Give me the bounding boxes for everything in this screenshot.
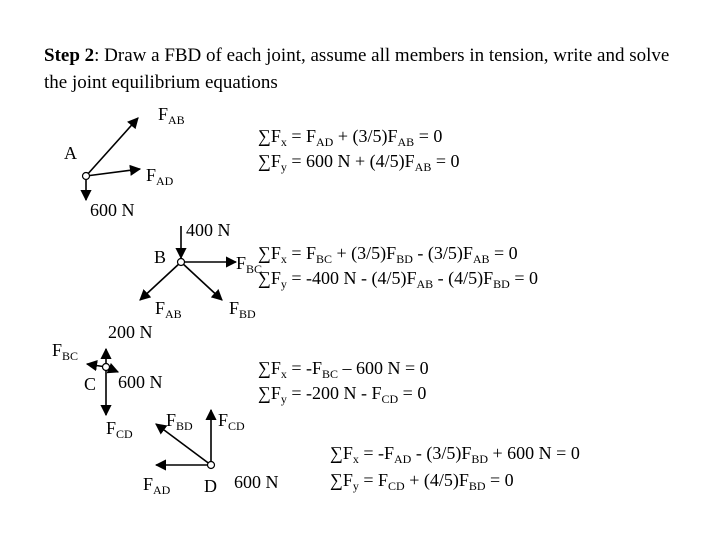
joint-c-force-cd-label: $F_{CD}$ [106,418,133,441]
joint-b-equation-x: $\sum F_x = F_{BC} + (3/5)F_{BD} - (3/5)F_{AB} = 0$ [258,243,518,266]
joint-a-force-ab-label: $F_{AB}$ [158,104,185,127]
joint-a-equation-x: $\sum F_x = F_{AD} + (3/5)F_{AB} = 0$ [258,126,443,149]
joint-b-name: B [154,247,167,267]
joint-b-force-ab-label: $F_{AB}$ [155,298,182,321]
joint-d-force-ad-label: $F_{AD}$ [143,474,171,497]
joint-c-force-bc-label: $F_{BC}$ [52,340,79,363]
joint-d-load-label: 600 N [234,472,279,492]
joint-c-node [103,364,110,371]
joint-d-equation-x: $\sum F_x = -F_{AD} - (3/5)F_{BD} + 600$ N = 0 [330,443,580,466]
joint-d-node [208,462,215,469]
joint-c-equation-x: $\sum F_x = -F_{BC} - 600$ N = 0 [258,358,429,381]
joint-a-force-ab-arrow [86,118,138,176]
joint-a-equation-y: $\sum F_y = 600$ $N + (4/5)F_{AB} = 0$ [258,151,460,174]
joint-a-node [83,173,90,180]
joint-a-diagram [83,118,141,200]
joint-b-node [178,259,185,266]
joint-a-load-label: 600 N [90,200,135,220]
joint-c-equation-y: $\sum F_y = -200$ $N - F_{CD} = 0$ [258,383,427,406]
joint-b-force-bd-arrow [181,262,222,300]
joint-a-force-ad-arrow [86,169,140,176]
joint-a-force-ad-label: $F_{AD}$ [146,165,174,188]
joint-c-load-200-label: 200 N [108,322,153,342]
joint-d-equation-y: $\sum F_y = F_{CD} + (4/5)F_{BD} = 0$ [330,470,514,493]
joint-d-name: D [204,476,217,496]
joint-c-name: C [84,374,97,394]
joint-d-force-cd-label: $F_{CD}$ [218,410,245,433]
joint-d-force-bd-label: $F_{BD}$ [166,410,193,433]
joint-b-force-bd-label: $F_{BD}$ [229,298,256,321]
joint-a-name: A [64,143,77,163]
joint-b-load-label: 400 N [186,220,231,240]
step-label: Step 2 [44,45,95,66]
step-text: : Draw a FBD of each joint, assume all members in tension, write and solve the joint equilibrium equations [44,45,670,93]
joint-b-force-bc-label: $F_{BC}$ [236,253,263,276]
joint-b-equation-y: $\sum F_y = -400$ $N - (4/5)F_{AB} - (4/5)F_{BD} = 0$ [258,268,538,291]
joint-c-load-600-label: 600 N [118,372,163,392]
